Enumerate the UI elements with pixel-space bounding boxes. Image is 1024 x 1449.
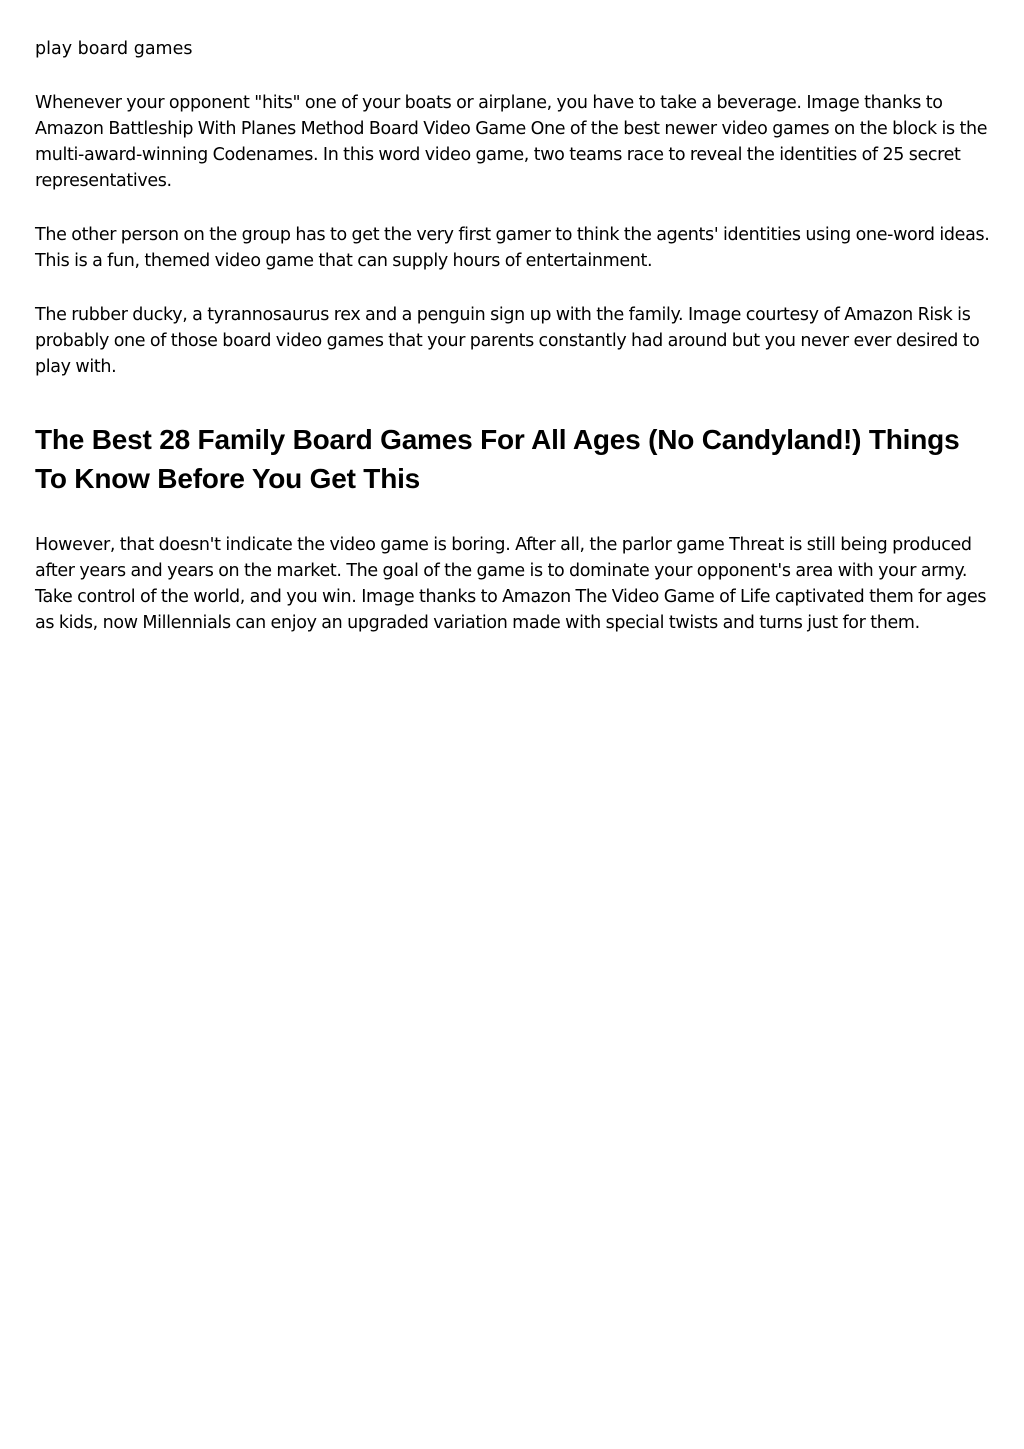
document-page [35, 36, 995, 664]
section-heading: The Best 28 Family Board Games For All Ages (No Candyland!) Things To Know Before You Get This [35, 424, 960, 494]
paragraph: The other person on the group has to get the very first gamer to think the agents' identities using one-word ideas. This is a fun, themed video game that can supply hours of entertainment. [35, 225, 990, 271]
paragraph: Whenever your opponent "hits" one of your boats or airplane, you have to take a beverage. Image thanks to Amazon Battleship With Planes Method Board Video Game One of the best newer video games on the block is the multi-award-winning Codenames. In this word video game, two teams race to reveal the identities of 25 secret representatives. [35, 93, 988, 191]
page-label: play board games [35, 39, 193, 59]
paragraph: The rubber ducky, a tyrannosaurus rex and a penguin sign up with the family. Image courtesy of Amazon Risk is probably one of those board video games that your parents constantly had around but you never ever desired to play with. [35, 305, 980, 377]
paragraph: However, that doesn't indicate the video game is boring. After all, the parlor game Threat is still being produced after years and years on the market. The goal of the game is to dominate your opponent's area with your army. Take control of the world, and you win. Image thanks to Amazon The Video Game of Life captivated them for ages as kids, now Millennials can enjoy an upgraded variation made with special twists and turns just for them. [35, 535, 987, 633]
